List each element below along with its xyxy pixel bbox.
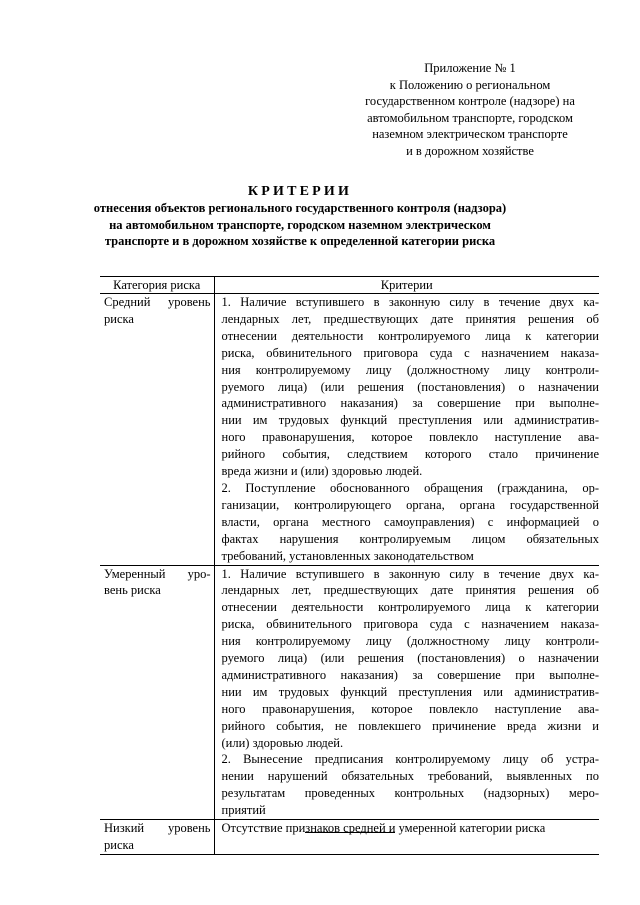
- criteria-line: отнесении деятельности контролируемого лица к категории: [221, 328, 599, 343]
- criteria-paragraph: [222, 480, 600, 565]
- column-header-criteria: Критерии: [214, 277, 599, 294]
- criteria-line: риска, обвинительного приговора суда с назначением наказа-: [221, 617, 599, 632]
- document-title: КРИТЕРИИ: [247, 184, 353, 199]
- criteria-line: ганизации, контролирующего органа, органа государственной: [221, 497, 599, 512]
- criteria-line: власти, органа местного самоуправления) с информацией о: [221, 514, 599, 529]
- criteria-paragraph: [222, 294, 600, 480]
- risk-category-line: Средний уровень: [104, 295, 211, 309]
- criteria-cell: [214, 565, 599, 820]
- criteria-line: лендарных лет, предшествующих дате принятия решения об: [221, 311, 599, 326]
- document-subtitle: [60, 200, 540, 250]
- criteria-line: нии им трудовых функций преступления или административ-: [221, 413, 599, 428]
- criteria-line: (или) здоровью людей.: [221, 735, 344, 750]
- criteria-line: 1. Наличие вступившего в законную силу в течение двух ка-: [221, 295, 599, 309]
- appendix-line: к Положению о региональном: [389, 77, 551, 92]
- appendix-line: и в дорожном хозяйстве: [406, 143, 534, 158]
- risk-category-line: риска: [104, 838, 134, 852]
- risk-category-cell: [100, 294, 214, 566]
- appendix-line: автомобильном транспорте, городском: [367, 110, 573, 125]
- table-body: [100, 294, 599, 855]
- risk-category-cell: [100, 565, 214, 820]
- criteria-line: 2. Вынесение предписания контролируемому лицу об устра-: [221, 752, 599, 767]
- criteria-paragraph: [222, 820, 600, 837]
- criteria-line: лендарных лет, предшествующих дате принятия решения об: [221, 583, 599, 598]
- table-header-row: [100, 277, 599, 294]
- risk-category-line: риска: [104, 311, 134, 326]
- criteria-line: отнесении деятельности контролируемого лица к категории: [221, 600, 599, 615]
- risk-category-cell: [100, 820, 214, 855]
- criteria-line: Отсутствие признаков средней и умеренной категории риска: [221, 821, 546, 836]
- criteria-line: фактах нарушения контролируемым лицом обязательных: [221, 531, 599, 546]
- criteria-line: административного наказания) за совершение при выполне-: [221, 667, 599, 682]
- criteria-cell: [214, 820, 599, 855]
- table-row: [100, 565, 599, 820]
- criteria-line: ния контролируемому лицу (должностному лицу контроли-: [221, 634, 599, 649]
- subtitle-line: транспорте и в дорожном хозяйстве к определенной категории риска: [104, 234, 496, 248]
- appendix-line: государственном контроле (надзоре) на: [365, 94, 575, 108]
- criteria-line: нении нарушений обязательных требований, выявленных по: [221, 769, 599, 784]
- risk-category-line: Низкий уровень: [104, 821, 211, 836]
- criteria-line: рийного события, не повлекшего причинение вреда жизни и: [221, 718, 599, 733]
- criteria-table: [100, 276, 599, 855]
- criteria-line: ного правонарушения, которое повлекло наступление ава-: [221, 701, 599, 716]
- criteria-line: ния контролируемому лицу (должностному лицу контроли-: [221, 362, 599, 377]
- criteria-paragraph: [222, 566, 600, 752]
- risk-category-line: вень риска: [104, 583, 161, 598]
- criteria-line: руемого лица) (или решения (постановления) о назначении: [221, 379, 599, 394]
- subtitle-line: отнесения объектов регионального государственного контроля (надзора): [93, 201, 507, 215]
- table-row: [100, 820, 599, 855]
- criteria-line: нии им трудовых функций преступления или административ-: [221, 684, 599, 699]
- footer-divider: [305, 832, 395, 833]
- criteria-line: административного наказания) за совершение при выполне-: [221, 396, 599, 411]
- criteria-cell: [214, 294, 599, 566]
- column-header-category: Категория риска: [100, 277, 214, 294]
- criteria-line: вреда жизни и (или) здоровью людей.: [221, 464, 423, 479]
- criteria-line: ного правонарушения, которое повлекло наступление ава-: [221, 430, 599, 445]
- appendix-line: наземном электрическом транспорте: [372, 127, 568, 141]
- criteria-paragraph: [222, 751, 600, 819]
- criteria-line: приятий: [221, 803, 266, 818]
- appendix-note: [340, 60, 600, 159]
- criteria-line: рийного события, следствием которого стало причинение: [221, 447, 599, 462]
- criteria-line: 2. Поступление обоснованного обращения (гражданина, ор-: [221, 480, 599, 495]
- risk-category-line: Умеренный уро-: [104, 566, 211, 581]
- criteria-line: 1. Наличие вступившего в законную силу в течение двух ка-: [221, 566, 599, 581]
- appendix-line: Приложение № 1: [424, 61, 516, 75]
- table-row: [100, 294, 599, 566]
- criteria-line: результатам проведенных контрольных (надзорных) меро-: [221, 786, 599, 801]
- criteria-line: риска, обвинительного приговора суда с назначением наказа-: [221, 345, 599, 360]
- criteria-line: требований, установленных законодательством: [221, 548, 474, 563]
- subtitle-line: на автомобильном транспорте, городском наземном электрическом: [109, 217, 491, 232]
- criteria-line: руемого лица) (или решения (постановления) о назначении: [221, 651, 599, 666]
